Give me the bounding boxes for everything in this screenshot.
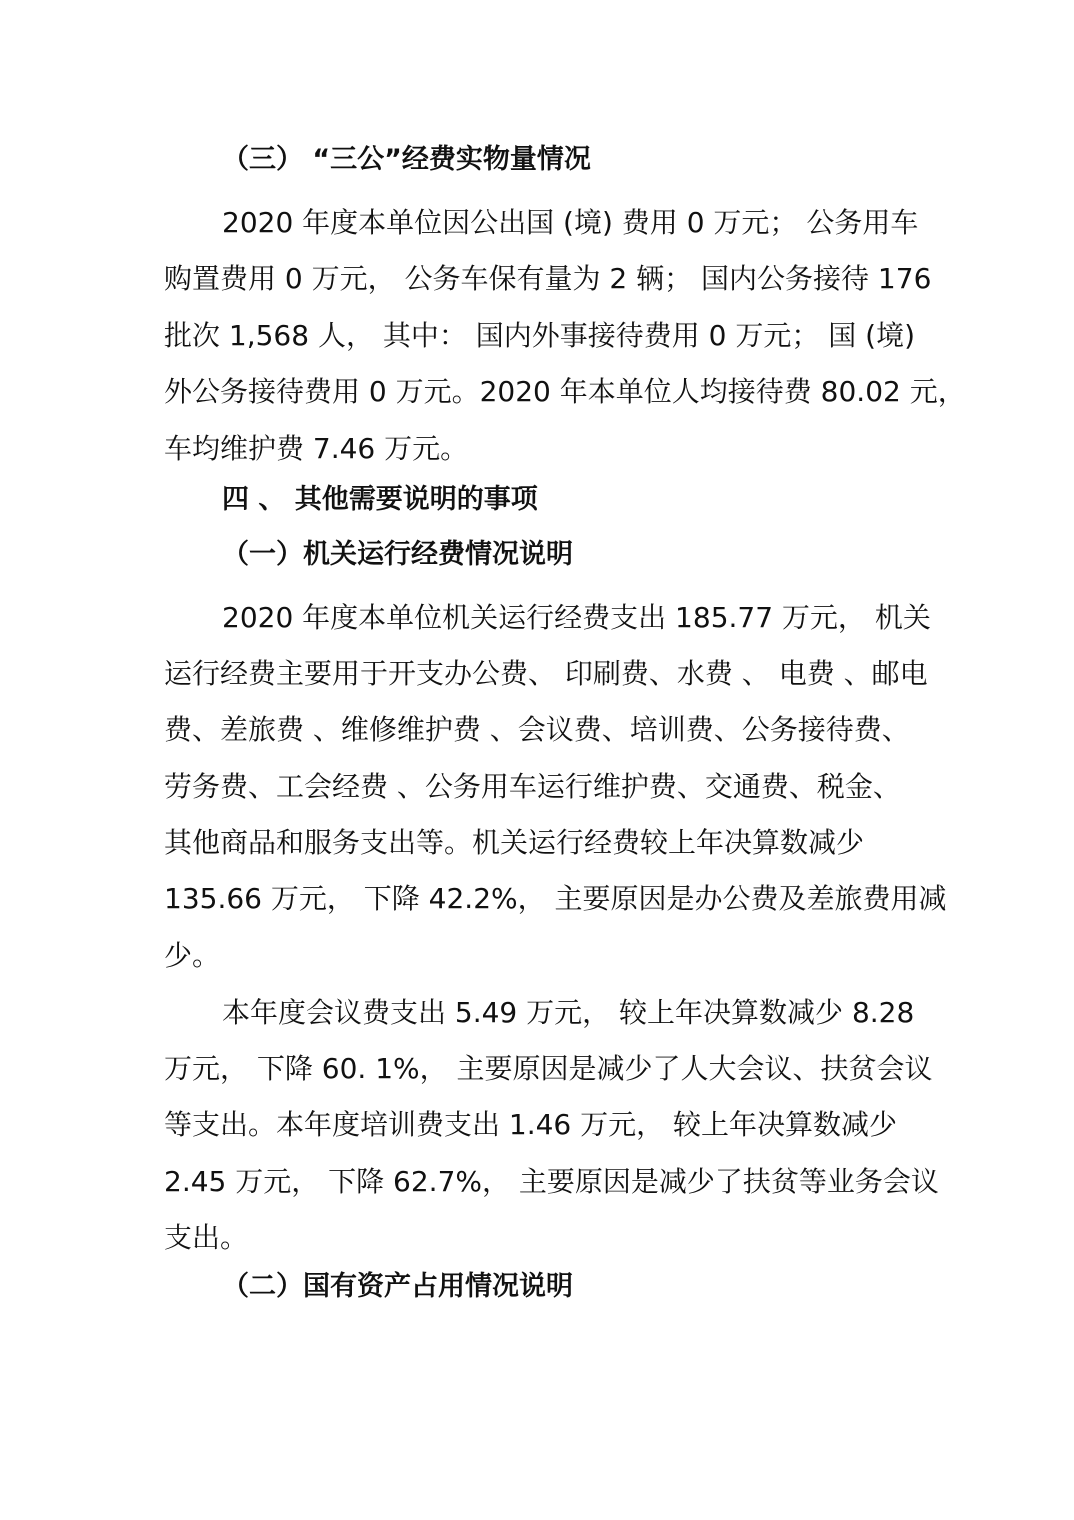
paragraph-line: 等支出。本年度培训费支出 1.46 万元， 较上年决算数减少 [164, 1108, 898, 1141]
subsection-2-heading: （二）国有资产占用情况说明 [222, 1271, 573, 1302]
paragraph-line: 135.66 万元， 下降 42.2%， 主要原因是办公费及差旅费用减 [164, 882, 947, 915]
paragraph-line: 少。 [164, 939, 221, 972]
paragraph-line: 2020 年度本单位机关运行经费支出 185.77 万元， 机关 [222, 601, 931, 634]
paragraph-line: 万元， 下降 60. 1%， 主要原因是减少了人大会议、扶贫会议 [164, 1052, 933, 1085]
paragraph-line: 本年度会议费支出 5.49 万元， 较上年决算数减少 8.28 [222, 996, 915, 1029]
paragraph-line: 劳务费、工会经费 、公务用车运行维护费、交通费、税金、 [164, 770, 901, 803]
paragraph-line: 车均维护费 7.46 万元。 [164, 432, 469, 465]
subsection-1-heading: （一）机关运行经费情况说明 [222, 539, 573, 570]
paragraph-line: 支出。 [164, 1221, 249, 1254]
paragraph-line: 2.45 万元， 下降 62.7%， 主要原因是减少了扶贫等业务会议 [164, 1165, 939, 1198]
paragraph-line: 其他商品和服务支出等。机关运行经费较上年决算数减少 [164, 826, 865, 859]
section-4-heading: 四 、 其他需要说明的事项 [222, 484, 538, 515]
paragraph-line: 批次 1,568 人， 其中： 国内外事接待费用 0 万元； 国 (境) [164, 319, 916, 352]
section-3-heading: （三） “三公”经费实物量情况 [222, 144, 591, 175]
paragraph-line: 运行经费主要用于开支办公费、 印刷费、水费 、 电费 、邮电 [164, 657, 928, 690]
paragraph-line: 外公务接待费用 0 万元。2020 年本单位人均接待费 80.02 元， [164, 375, 966, 408]
paragraph-line: 购置费用 0 万元， 公务车保有量为 2 辆； 国内公务接待 176 [164, 262, 932, 295]
paragraph-line: 费、差旅费 、维修维护费 、会议费、培训费、公务接待费、 [164, 713, 910, 746]
paragraph-line: 2020 年度本单位因公出国 (境) 费用 0 万元； 公务用车 [222, 206, 919, 239]
